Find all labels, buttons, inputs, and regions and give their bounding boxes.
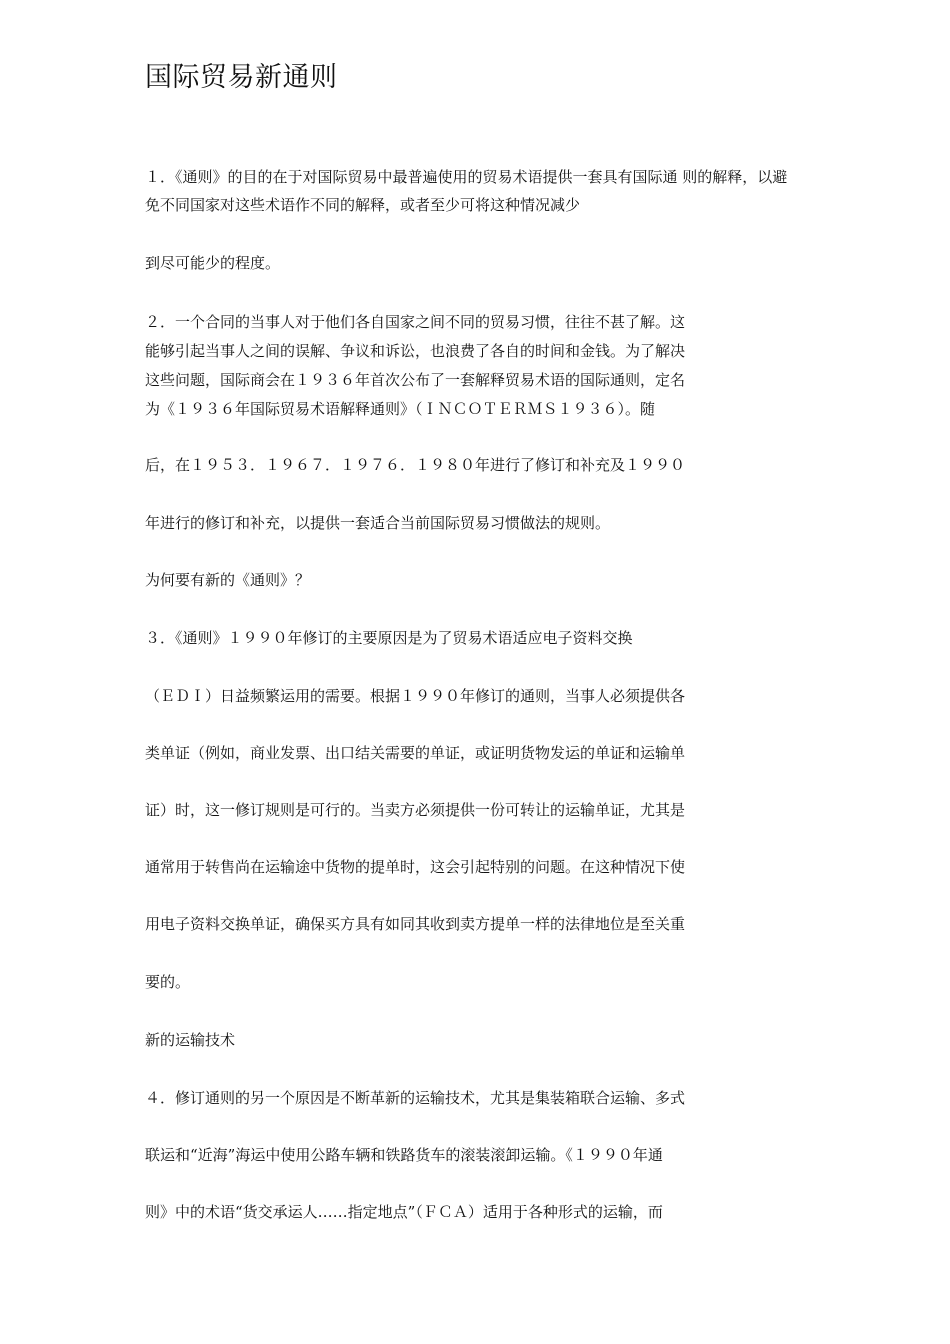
text-line-para2-2: 能够引起当事人之间的误解、争议和诉讼，也浪费了各自的时间和金钱。为了解决 [145, 342, 686, 360]
text-line-para1-1: １．《通则》的目的在于对国际贸易中最普遍使用的贸易术语提供一套具有国际通 则的解释，以避 [145, 168, 788, 186]
text-line-para3-6: 用电子资料交换单证，确保买方具有如同其收到卖方提单一样的法律地位是至关重 [145, 915, 686, 933]
text-line-para3-1: ３．《通则》１９９０年修订的主要原因是为了贸易术语适应电子资料交换 [145, 629, 633, 647]
text-line-para3-5: 通常用于转售尚在运输途中货物的提单时，这会引起特别的问题。在这种情况下使 [145, 858, 686, 876]
text-line-para1-2: 免不同国家对这些术语作不同的解释，或者至少可将这种情况减少 [145, 196, 581, 214]
text-line-para4-1: ４．修订通则的另一个原因是不断革新的运输技术，尤其是集装箱联合运输、多式 [145, 1089, 686, 1107]
text-line-para3-4: 证）时，这一修订规则是可行的。当卖方必须提供一份可转让的运输单证，尤其是 [145, 801, 686, 819]
text-line-para3-7: 要的。 [145, 973, 191, 991]
text-line-para2-5: 后，在１９５３．１９６７．１９７６．１９８０年进行了修订和补充及１９９０ [145, 456, 686, 474]
text-line-para2-3: 这些问题，国际商会在１９３６年首次公布了一套解释贸易术语的国际通则，定名 [145, 371, 686, 389]
text-line-para2-6: 年进行的修订和补充，以提供一套适合当前国际贸易习惯做法的规则。 [145, 514, 611, 532]
section-heading-why-new: 为何要有新的《通则》？ [145, 571, 311, 589]
text-line-para4-2: 联运和“近海”海运中使用公路车辆和铁路货车的滚装滚卸运输。《１９９０年通 [145, 1146, 663, 1164]
text-line-para2-1: ２．一个合同的当事人对于他们各自国家之间不同的贸易习惯，往往不甚了解。这 [145, 313, 686, 331]
text-line-para3-2: （ＥＤＩ）日益频繁运用的需要。根据１９９０年修订的通则，当事人必须提供各 [145, 687, 686, 705]
text-line-para4-3: 则》中的术语“货交承运人……指定地点”（ＦＣＡ）适用于各种形式的运输，而 [145, 1203, 663, 1221]
text-line-para1-3: 到尽可能少的程度。 [145, 254, 281, 272]
text-line-para3-3: 类单证（例如，商业发票、出口结关需要的单证，或证明货物发运的单证和运输单 [145, 744, 686, 762]
text-line-para2-4: 为《１９３６年国际贸易术语解释通则》（ＩＮＣＯＴＥＲＭＳ１９３６）。随 [145, 400, 656, 418]
section-heading-transport: 新的运输技术 [145, 1031, 236, 1049]
document-title: 国际贸易新通则 [145, 62, 338, 93]
